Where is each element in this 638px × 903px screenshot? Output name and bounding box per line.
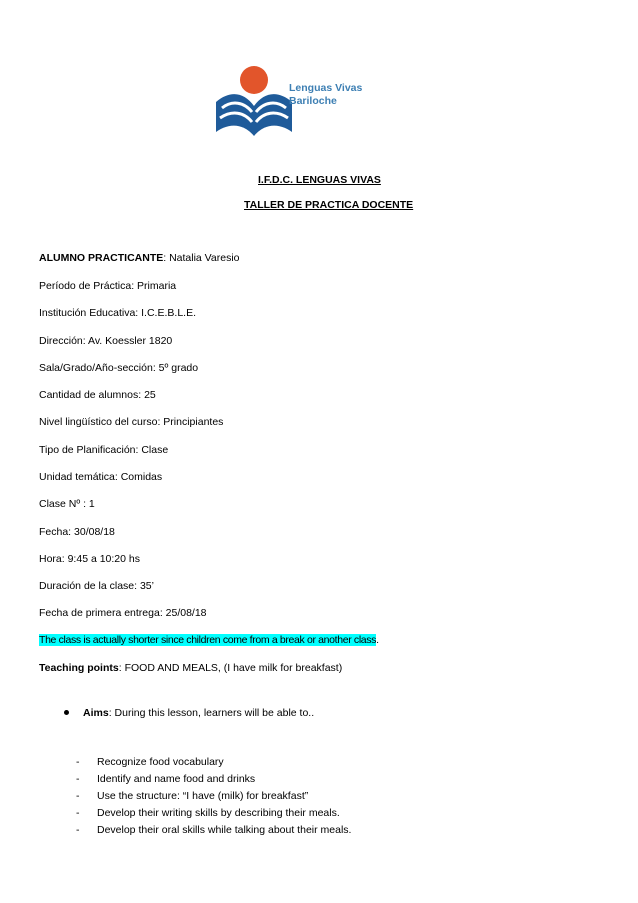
logo-line1: Lenguas Vivas	[289, 82, 363, 94]
list-item-text: Use the structure: “I have (milk) for breakfast”	[97, 790, 309, 802]
highlighted-note: The class is actually shorter since children come from a break or another class	[39, 634, 377, 646]
dash-marker: -	[76, 790, 80, 802]
aims-text: : During this lesson, learners will be able to..	[108, 707, 315, 719]
list-item-text: Identify and name food and drinks	[97, 773, 256, 785]
aims-label: Aims	[83, 707, 109, 719]
teaching-points	[39, 662, 342, 675]
list-item	[76, 754, 351, 771]
level-line: Nivel lingüístico del curso: Principiantes	[39, 416, 224, 428]
workshop-heading: TALLER DE PRACTICA DOCENTE	[244, 199, 414, 211]
teaching-points-label: Teaching points	[39, 662, 119, 674]
time-line: Hora: 9:45 a 10:20 hs	[39, 553, 140, 565]
aims-list	[76, 754, 351, 839]
list-item-text: Recognize food vocabulary	[97, 756, 224, 768]
student-label: ALUMNO PRACTICANTE	[39, 252, 164, 264]
address-line: Dirección: Av. Koessler 1820	[39, 335, 173, 347]
institution-heading: I.F.D.C. LENGUAS VIVAS	[258, 174, 381, 186]
duration-line: Duración de la clase: 35’	[39, 580, 154, 592]
note-line	[39, 634, 379, 647]
dash-marker: -	[76, 773, 80, 785]
dash-marker: -	[76, 824, 80, 836]
teaching-points-value: : FOOD AND MEALS, (I have milk for breakfast)	[118, 662, 343, 674]
logo-line2: Bariloche	[289, 95, 337, 107]
list-item	[76, 805, 351, 822]
note-period: .	[376, 634, 379, 646]
list-item	[76, 822, 351, 839]
students-count-line: Cantidad de alumnos: 25	[39, 389, 156, 401]
aims-line	[64, 707, 314, 719]
list-item-text: Develop their writing skills by describing their meals.	[97, 807, 340, 819]
list-item-text: Develop their oral skills while talking about their meals.	[97, 824, 352, 836]
period-line: Período de Práctica: Primaria	[39, 280, 177, 292]
unit-line: Unidad temática: Comidas	[39, 471, 163, 483]
class-number-line: Clase Nº : 1	[39, 498, 95, 510]
student-value: : Natalia Varesio	[163, 252, 240, 264]
plan-type-line: Tipo de Planificación: Clase	[39, 444, 169, 456]
grade-line: Sala/Grado/Año-sección: 5º grado	[39, 362, 199, 374]
bullet-icon	[64, 710, 69, 715]
logo-text	[289, 82, 362, 108]
dash-marker: -	[76, 807, 80, 819]
date-line: Fecha: 30/08/18	[39, 526, 115, 538]
list-item	[76, 788, 351, 805]
dash-marker: -	[76, 756, 80, 768]
student-line	[39, 252, 240, 265]
school-line: Institución Educativa: I.C.E.B.L.E.	[39, 307, 196, 319]
list-item	[76, 771, 351, 788]
first-delivery-line: Fecha de primera entrega: 25/08/18	[39, 607, 207, 619]
